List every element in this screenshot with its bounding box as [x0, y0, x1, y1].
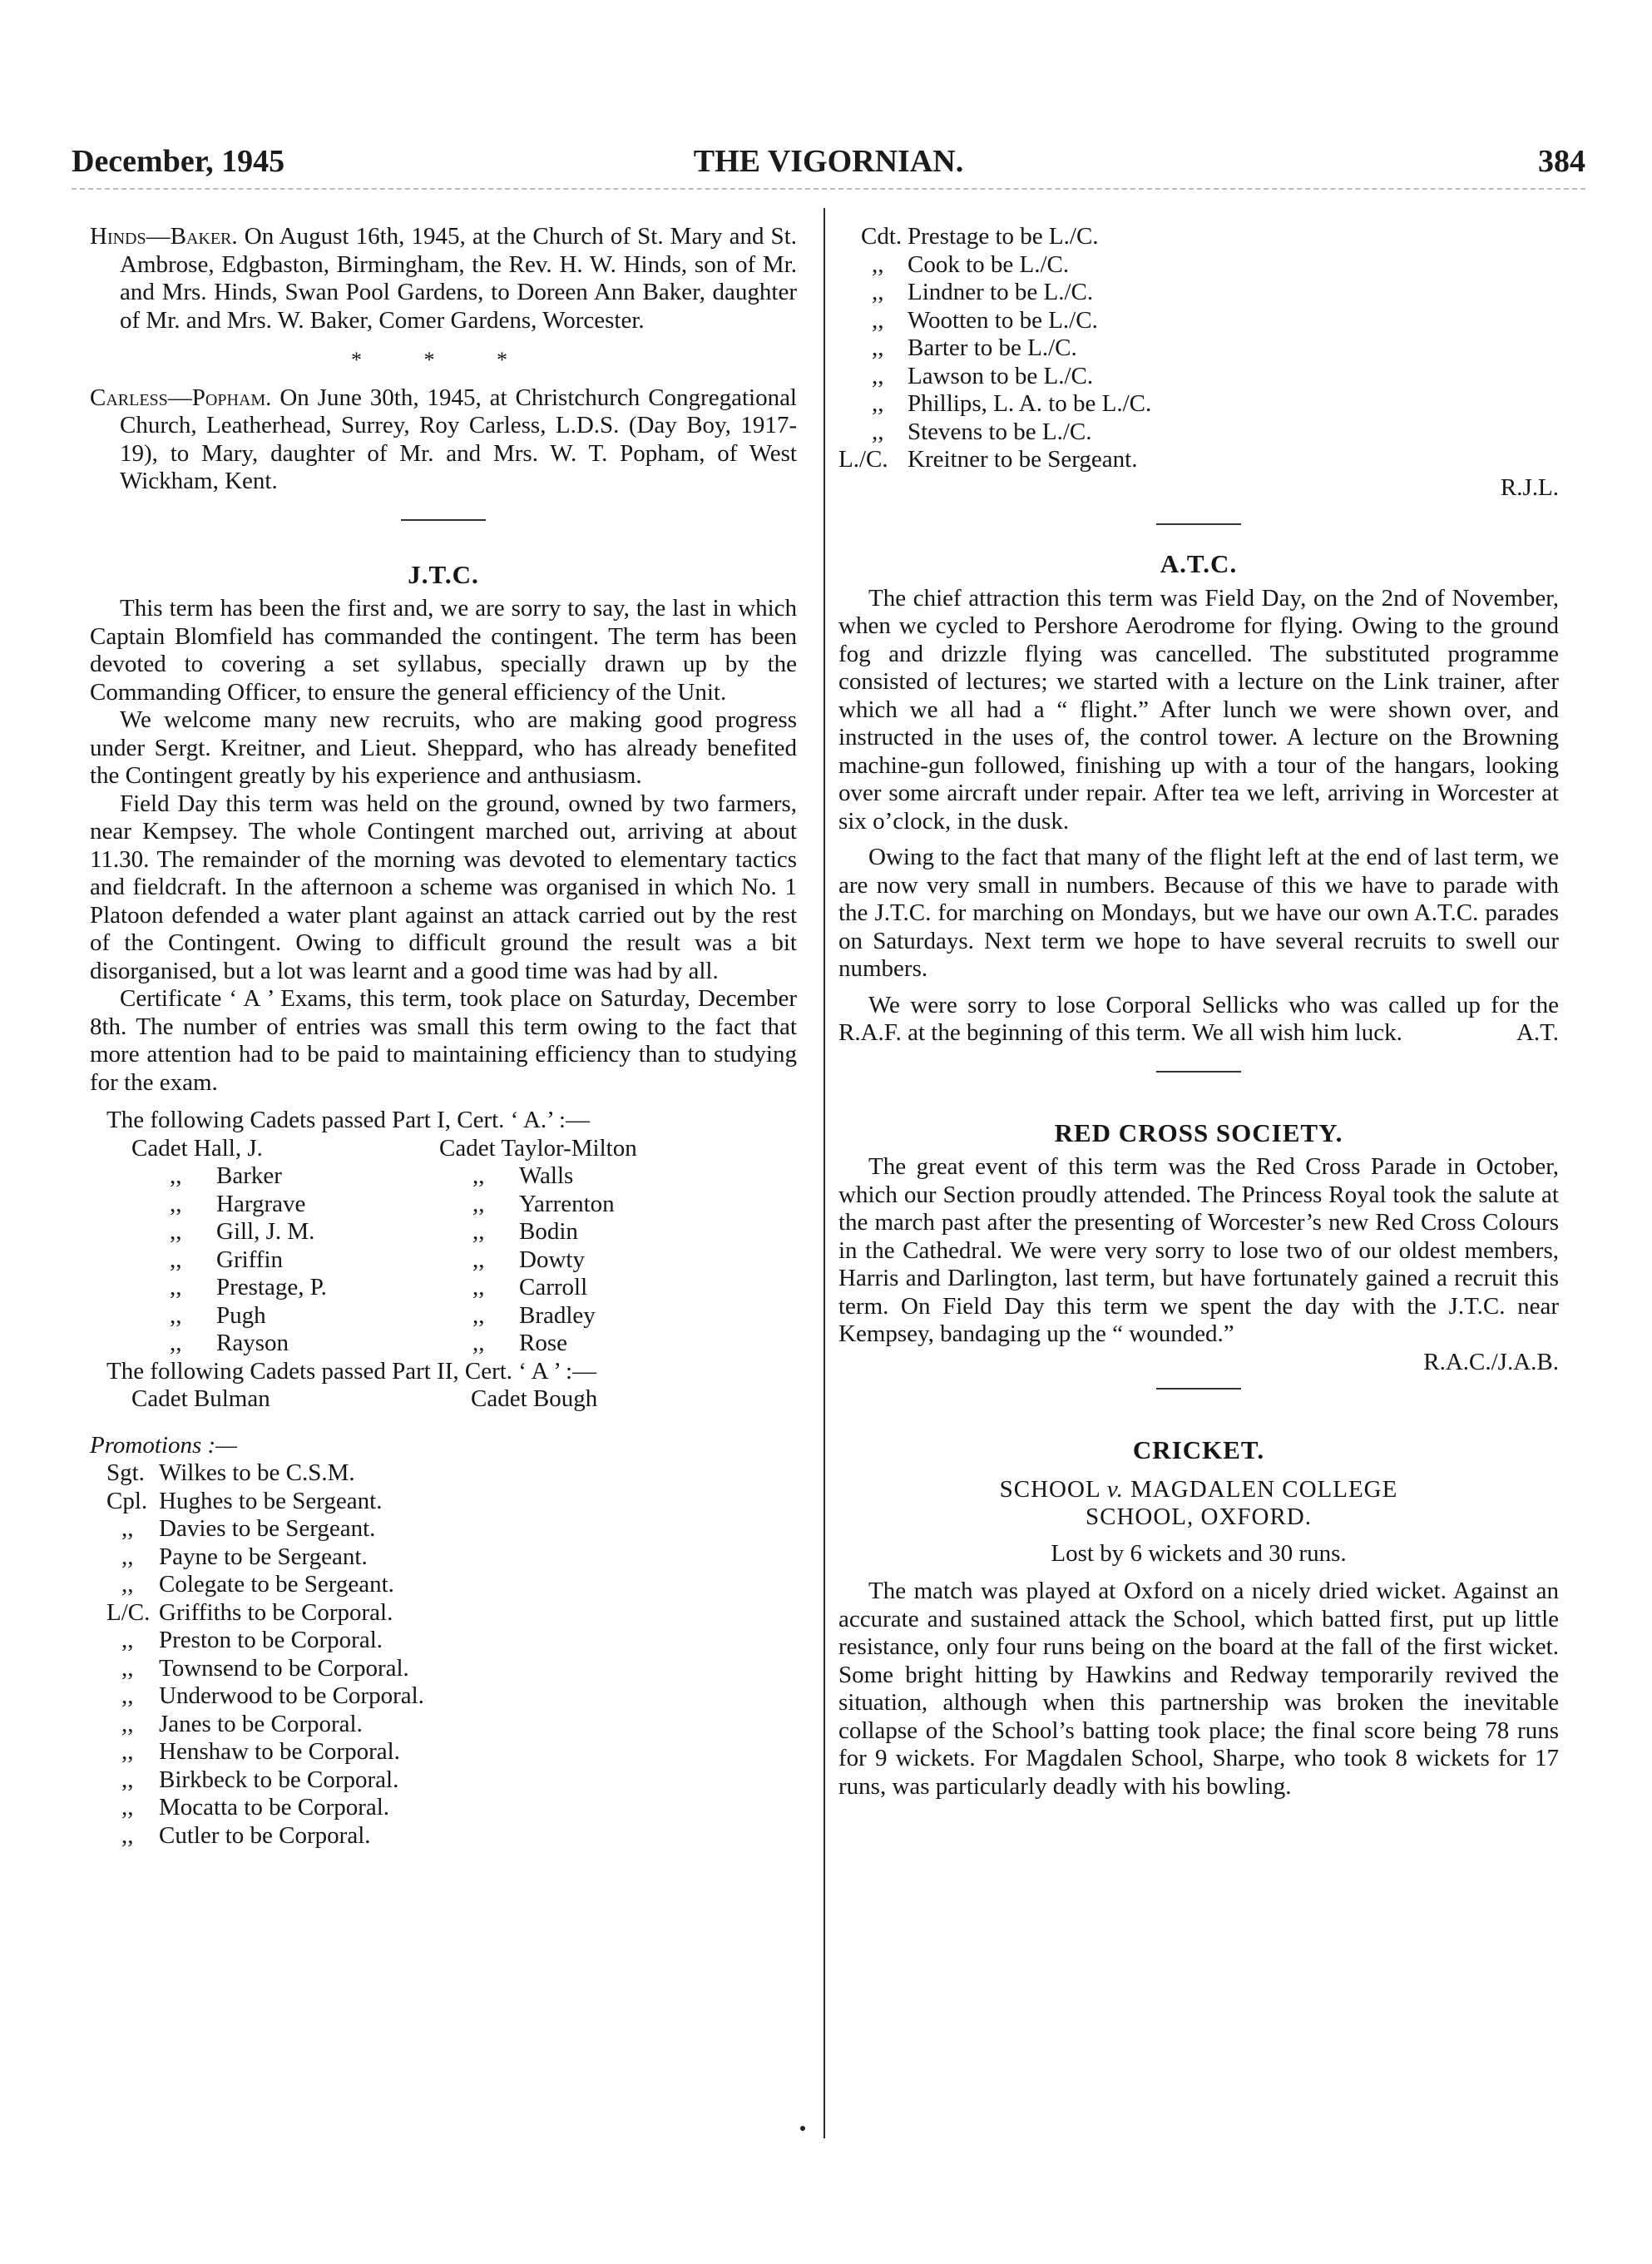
promotion-entry — [90, 1571, 797, 1599]
jtc-paragraph: Certificate ‘ A ’ Exams, this term, took place on Saturday, December 8th. The number of entries was small this term owing to the fact that more attention had to be paid to maintaining efficiency than to studying for the exam. — [90, 985, 797, 1096]
atc-paragraph — [838, 992, 1559, 1048]
promotions-list — [90, 1459, 797, 1850]
atc-paragraph: Owing to the fact that many of the flight left at the end of last term, we are now very small in numbers. Because of this we have to parade with the J.T.C. for marching on Mondays, but we have our own A.T.C. parades on Saturdays. Next term we hope to have several recruits to swell our numbers. — [838, 844, 1559, 982]
section-stars: * * * — [351, 348, 536, 372]
cadet-entry — [131, 1274, 439, 1302]
cadet-name: Hall, J. — [193, 1134, 263, 1162]
promotion-entry — [90, 1488, 797, 1516]
cadet-entry — [131, 1218, 439, 1246]
ditto-mark: ,, — [872, 279, 884, 305]
cadet-entry — [439, 1274, 797, 1302]
cadet-entry — [439, 1246, 797, 1275]
promotion-text: Prestage to be L./C. — [908, 223, 1099, 250]
ditto-mark: ,, — [472, 1190, 485, 1217]
cadet-entry — [439, 1330, 797, 1358]
marriage-notice — [90, 223, 797, 334]
ditto-mark: ,, — [472, 1246, 485, 1273]
atc-heading: A.T.C. — [1160, 549, 1238, 578]
column-separator — [824, 208, 825, 2138]
ditto-mark: ,, — [872, 250, 884, 278]
promotion-text: Lawson to be L./C. — [908, 362, 1094, 389]
rank-label: L/C. — [106, 1598, 151, 1626]
jtc-signature: R.J.L. — [1500, 473, 1559, 501]
cadet-entry — [439, 1302, 797, 1330]
cadet-name: Hargrave — [216, 1190, 306, 1217]
ditto-mark: ,, — [121, 1682, 134, 1709]
red-cross-heading: RED CROSS SOCIETY. — [1054, 1117, 1343, 1147]
ditto-mark: ,, — [170, 1274, 182, 1300]
part1-list-right — [439, 1135, 797, 1358]
ditto-mark: ,, — [472, 1274, 485, 1300]
print-dot — [800, 2126, 805, 2131]
cricket-heading: CRICKET. — [1132, 1435, 1265, 1464]
cadet-name: Bodin — [519, 1218, 578, 1245]
promotion-text: Barter to be L./C. — [908, 334, 1077, 361]
promotion-entry — [90, 1459, 797, 1488]
cadet-name: Taylor-Milton — [501, 1134, 637, 1162]
part2-cadet-list — [90, 1385, 797, 1414]
cadet-entry — [439, 1162, 797, 1191]
promotion-entry — [90, 1515, 797, 1543]
jtc-paragraph: This term has been the first and, we are sorry to say, the last in which Captain Blomfield has commanded the contingent. The term has been devoted to covering a set syllabus, specially drawn up by the Commanding Officer, to ensure the general efficiency of the Unit. — [90, 595, 797, 706]
ditto-mark: ,, — [472, 1330, 485, 1356]
atc-paragraph: The chief attraction this term was Field Day, on the 2nd of November, when we cycled to Pershore Aerodrome for flying. Owing to the ground fog and drizzle flying was cancelled. The substituted programme consisted of lectures; we started with a lecture on the Link trainer, after which we all had a “ flight.” After lunch we were shown over, and instructed in the uses of, the control tower. A lecture on the Browning machine-gun followed, finishing up with a tour of the hangars, looking over some aircraft under repair. After tea we left, arriving in Worcester at six o’clock, in the dusk. — [838, 584, 1559, 835]
ditto-mark: ,, — [121, 1515, 134, 1542]
promotion-entry — [838, 419, 1559, 447]
section-divider — [401, 519, 486, 521]
promotions-continued — [838, 223, 1559, 474]
cadet-prefix: Cadet — [131, 1134, 188, 1162]
match-result: Lost by 6 wickets and 30 runs. — [1051, 1539, 1347, 1567]
promotion-text: Hughes to be Sergeant. — [159, 1487, 383, 1514]
issue-date: December, 1945 — [72, 144, 285, 179]
promotion-entry — [838, 446, 1559, 474]
cadet-name: Rose — [519, 1330, 567, 1356]
promotions-heading: Promotions :— — [90, 1431, 237, 1459]
cricket-paragraph: The match was played at Oxford on a nicely dried wicket. Against an accurate and sustained attack the School, which batted first, put up little resistance, only four runs being on the board at the fall of the first wicket. Some bright hitting by Hawkins and Redway temporarily revived the situation, although when this partnership was broken the inevitable collapse of the School’s batting took place; the final score being 78 runs for 9 wickets. For Magdalen School, Sharpe, who took 8 wickets for 17 runs, was particularly deadly with his bowling. — [838, 1578, 1559, 1800]
promotion-entry — [838, 390, 1559, 419]
cadet-entry — [131, 1302, 439, 1330]
promotion-text: Lindner to be L./C. — [908, 279, 1094, 305]
jtc-paragraph: We welcome many new recruits, who are making good progress under Sergt. Kreitner, and Lieut. Sheppard, who has already benefited the Contingent greatly by his experience and anthusiasm. — [90, 706, 797, 789]
cadet-entry — [131, 1191, 439, 1219]
publication-title: THE VIGORNIAN. — [693, 144, 964, 179]
part2-entry-left: Cadet Bulman — [131, 1385, 270, 1412]
jtc-heading: J.T.C. — [408, 559, 479, 589]
promotion-entry — [90, 1543, 797, 1572]
ditto-mark: ,, — [170, 1301, 182, 1329]
atc-paragraph-text: We were sorry to lose Corporal Sellicks who was called up for the R.A.F. at the beginning of this term. We all wish him luck. — [838, 991, 1559, 1046]
cadet-name: Dowty — [519, 1246, 585, 1273]
part1-cadet-list — [90, 1135, 797, 1358]
cadet-name: Rayson — [216, 1330, 289, 1356]
promotion-entry — [838, 334, 1559, 363]
ditto-mark: ,, — [121, 1654, 134, 1682]
cadet-prefix: Cadet — [439, 1134, 496, 1162]
promotion-text: Townsend to be Corporal. — [159, 1654, 409, 1682]
part2-entry-right: Cadet Bough — [471, 1385, 598, 1412]
ditto-mark: ,, — [121, 1821, 134, 1849]
ditto-mark: ,, — [872, 418, 884, 445]
ditto-mark: ,, — [121, 1766, 134, 1793]
ditto-mark: ,, — [472, 1301, 485, 1329]
cadet-name: Gill, J. M. — [216, 1218, 315, 1245]
marriage-notice — [90, 384, 797, 496]
promotion-entry — [838, 279, 1559, 307]
section-divider — [1156, 1071, 1241, 1073]
cadet-entry — [131, 1330, 439, 1358]
page-number: 384 — [1538, 144, 1585, 179]
ditto-mark: ,, — [872, 334, 884, 361]
cadet-name: Yarrenton — [519, 1190, 615, 1217]
marriage-names: Carless—Popham. — [90, 384, 272, 411]
cadet-entry — [439, 1135, 797, 1163]
ditto-mark: ,, — [170, 1162, 182, 1189]
match-versus: v. — [1106, 1475, 1124, 1503]
promotion-text: Wootten to be L./C. — [908, 306, 1098, 334]
promotion-text: Payne to be Sergeant. — [159, 1543, 368, 1570]
running-header — [72, 143, 1585, 183]
left-column — [90, 223, 797, 1850]
red-cross-paragraph: The great event of this term was the Red Cross Parade in October, which our Section proudly attended. The Princess Royal took the salute at the march past after the presenting of Worcester’s new Red Cross Colours in the Cathedral. We were very sorry to lose two of our oldest members, Harris and Darlington, last term, but have fortunately gained a recruit this term. On Field Day this term we spent the day with the J.T.C. near Kempsey, bandaging up the “ wounded.” — [838, 1153, 1559, 1347]
promotion-text: Kreitner to be Sergeant. — [908, 446, 1138, 473]
promotion-text: Colegate to be Sergeant. — [159, 1571, 394, 1598]
rank-label: Cpl. — [106, 1487, 148, 1514]
part1-intro: The following Cadets passed Part I, Cert. ‘ A.’ :— — [106, 1107, 590, 1133]
section-divider — [1156, 523, 1241, 525]
promotion-entry — [90, 1711, 797, 1739]
ditto-mark: ,, — [170, 1330, 182, 1356]
marriage-text: On August 16th, 1945, at the Church of St. Mary and St. Ambrose, Edgbaston, Birmingham, the Rev. H. W. Hinds, son of Mr. and Mrs. Hinds, Swan Pool Gardens, to Doreen Ann Baker, daughter of Mr. and Mrs. W. Baker, Comer Gardens, Worcester. — [120, 223, 797, 334]
part2-intro: The following Cadets passed Part II, Cert. ‘ A ’ :— — [106, 1357, 597, 1385]
ditto-mark: ,, — [872, 390, 884, 417]
cadet-name: Pugh — [216, 1301, 266, 1329]
ditto-mark: ,, — [872, 306, 884, 334]
header-rule — [72, 188, 1585, 190]
ditto-mark: ,, — [872, 362, 884, 389]
match-team-2: MAGDALEN COLLEGE — [1130, 1475, 1398, 1503]
cadet-name: Walls — [519, 1162, 574, 1189]
ditto-mark: ,, — [121, 1710, 134, 1737]
promotion-text: Davies to be Sergeant. — [159, 1515, 376, 1542]
promotion-text: Henshaw to be Corporal. — [159, 1738, 400, 1765]
red-cross-signature: R.A.C./J.A.B. — [1423, 1348, 1559, 1375]
marriage-names: Hinds—Baker. — [90, 223, 238, 250]
cadet-entry — [131, 1135, 439, 1163]
cadet-entry — [439, 1191, 797, 1219]
promotion-text: Wilkes to be C.S.M. — [159, 1459, 355, 1486]
cadet-entry — [439, 1218, 797, 1246]
promotion-entry — [90, 1682, 797, 1711]
ditto-mark: ,, — [170, 1246, 182, 1273]
match-team-1: SCHOOL — [999, 1475, 1101, 1503]
promotion-text: Birkbeck to be Corporal. — [159, 1766, 399, 1793]
promotion-entry — [838, 251, 1559, 280]
promotion-text: Cutler to be Corporal. — [159, 1821, 371, 1849]
cadet-name: Carroll — [519, 1274, 588, 1300]
ditto-mark: ,, — [121, 1627, 134, 1653]
promotion-text: Griffiths to be Corporal. — [159, 1598, 393, 1626]
ditto-mark: ,, — [121, 1794, 134, 1821]
cadet-name: Bradley — [519, 1301, 596, 1329]
section-divider — [1156, 1388, 1241, 1390]
promotion-entry — [90, 1627, 797, 1655]
atc-signature: A.T. — [1516, 1019, 1559, 1046]
promotion-text: Janes to be Corporal. — [159, 1710, 363, 1737]
promotion-entry — [90, 1794, 797, 1822]
promotion-text: Phillips, L. A. to be L./C. — [908, 390, 1152, 417]
promotion-entry — [90, 1822, 797, 1850]
promotion-text: Mocatta to be Corporal. — [159, 1794, 390, 1821]
promotion-entry — [90, 1655, 797, 1683]
ditto-mark: ,, — [170, 1190, 182, 1217]
cadet-name: Griffin — [216, 1246, 284, 1273]
ditto-mark: ,, — [121, 1571, 134, 1598]
part1-list-left — [90, 1135, 439, 1358]
rank-label: Sgt. — [106, 1459, 145, 1486]
ditto-mark: ,, — [472, 1218, 485, 1245]
marriage-text: On June 30th, 1945, at Christchurch Congregational Church, Leatherhead, Surrey, Roy Carless, L.D.S. (Day Boy, 1917-19), to Mary, daughter of Mr. and Mrs. W. T. Popham, of West Wickham, Kent. — [120, 384, 797, 494]
ditto-mark: ,, — [472, 1162, 485, 1189]
match-title — [838, 1476, 1559, 1504]
promotion-text: Underwood to be Corporal. — [159, 1682, 424, 1709]
jtc-paragraph: Field Day this term was held on the ground, owned by two farmers, near Kempsey. The whole Contingent marched out, arriving at about 11.30. The remainder of the morning was devoted to elementary tactics and fieldcraft. In the afternoon a scheme was organised in which No. 1 Platoon defended a water plant against an attack carried out by the rest of the Contingent. Owing to difficult ground the result was a bit disorganised, but a lot was learnt and a good time was had by all. — [90, 790, 797, 984]
rank-label: Cdt. — [861, 223, 903, 250]
right-column — [838, 223, 1559, 1801]
promotion-text: Stevens to be L./C. — [908, 418, 1092, 445]
promotion-entry — [90, 1766, 797, 1795]
cadet-name: Barker — [216, 1162, 282, 1189]
cadet-entry — [131, 1246, 439, 1275]
promotion-entry — [90, 1738, 797, 1766]
cadet-name: Prestage, P. — [216, 1274, 327, 1300]
promotion-entry — [838, 363, 1559, 391]
promotion-entry — [838, 307, 1559, 335]
promotion-entry — [90, 1599, 797, 1627]
ditto-mark: ,, — [121, 1738, 134, 1765]
cadet-entry — [131, 1162, 439, 1191]
promotion-text: Preston to be Corporal. — [159, 1627, 383, 1653]
promotion-text: Cook to be L./C. — [908, 250, 1070, 278]
rank-label: L./C. — [838, 446, 888, 473]
promotion-entry — [838, 223, 1559, 251]
match-title-line2: SCHOOL, OXFORD. — [1085, 1504, 1312, 1530]
ditto-mark: ,, — [121, 1543, 134, 1570]
ditto-mark: ,, — [170, 1218, 182, 1245]
